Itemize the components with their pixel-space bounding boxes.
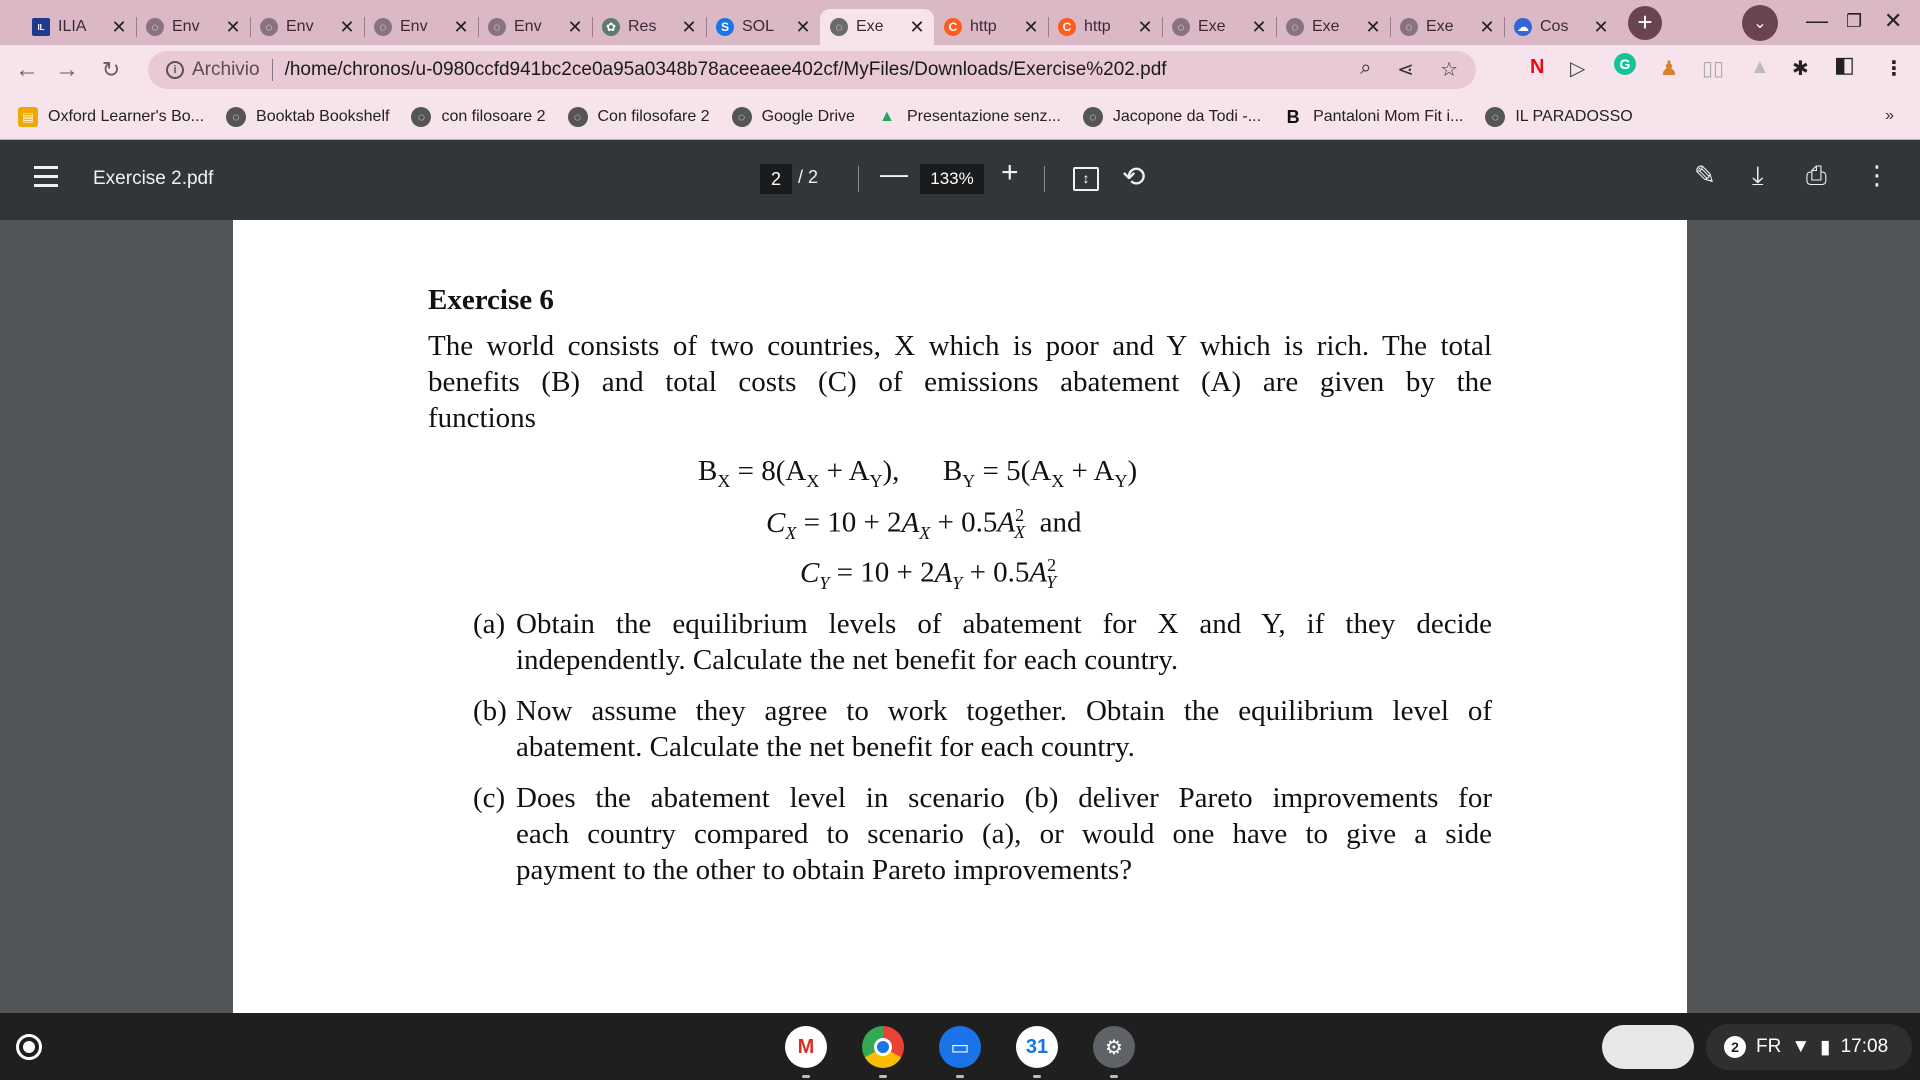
bookmark-label: Presentazione senz... bbox=[906, 108, 1061, 125]
globe-icon: ◌ bbox=[488, 18, 506, 36]
c-icon: C bbox=[944, 18, 962, 36]
zoom-icon[interactable]: ⌕ bbox=[1360, 57, 1372, 79]
intro-line: functions bbox=[428, 402, 536, 434]
bookmark-item[interactable] bbox=[732, 107, 855, 127]
close-tab-icon[interactable]: ✕ bbox=[111, 16, 127, 37]
tab[interactable] bbox=[478, 9, 592, 45]
question-line: each country compared to scenario (a), or would one have to give a side bbox=[516, 818, 1492, 850]
bookmark-item[interactable] bbox=[18, 107, 204, 127]
battery-icon: ▮ bbox=[1820, 1036, 1831, 1058]
bookmark-star-icon[interactable]: ☆ bbox=[1440, 59, 1458, 81]
settings-icon[interactable] bbox=[1093, 1026, 1135, 1068]
tab-label: Env bbox=[286, 18, 314, 35]
pdf-page bbox=[233, 220, 1687, 1013]
bookmarks-bar bbox=[0, 95, 1920, 140]
tote-holding-space[interactable] bbox=[1602, 1025, 1694, 1069]
running-indicator bbox=[1033, 1075, 1041, 1078]
tab[interactable] bbox=[22, 9, 136, 45]
grammarly-extension-icon[interactable]: G bbox=[1614, 53, 1636, 75]
b-icon: B bbox=[1286, 106, 1300, 127]
chrome-center bbox=[874, 1038, 892, 1056]
running-indicator bbox=[1110, 1075, 1118, 1078]
reader-extension-icon[interactable]: ▯▯ bbox=[1702, 58, 1725, 80]
side-panel-icon[interactable]: ◧ bbox=[1834, 52, 1855, 77]
ilias-icon: IL bbox=[32, 18, 50, 36]
globe-icon: ◌ bbox=[146, 18, 164, 36]
tab[interactable] bbox=[1504, 9, 1618, 45]
bookmark-item[interactable] bbox=[411, 107, 545, 127]
close-tab-icon[interactable]: ✕ bbox=[567, 16, 583, 37]
arrow-extension-icon[interactable]: ▷ bbox=[1570, 58, 1586, 80]
clock: 17:08 bbox=[1840, 1036, 1889, 1057]
question-line: Now assume they agree to work together. Obtain the equilibrium level of bbox=[516, 695, 1492, 727]
calendar-icon[interactable] bbox=[1016, 1026, 1058, 1068]
bookmark-label: con filosoare 2 bbox=[441, 108, 546, 125]
bookmark-item[interactable] bbox=[1083, 107, 1261, 127]
restore-icon[interactable]: ❐ bbox=[1846, 11, 1863, 31]
back-arrow-icon[interactable]: ← bbox=[15, 56, 39, 83]
bookmark-label: IL PARADOSSO bbox=[1515, 108, 1633, 125]
chevron-down-icon: ⌄ bbox=[1753, 15, 1767, 32]
close-tab-icon[interactable]: ✕ bbox=[1251, 16, 1267, 37]
close-tab-icon[interactable]: ✕ bbox=[1137, 16, 1153, 37]
tab[interactable] bbox=[934, 9, 1048, 45]
launcher-button[interactable] bbox=[16, 1034, 42, 1060]
keyboard-layout: FR bbox=[1756, 1036, 1782, 1057]
tab-label: http bbox=[970, 18, 997, 35]
zoom-out-button[interactable]: — bbox=[880, 158, 908, 189]
question-line: independently. Calculate the net benefit for each country. bbox=[516, 644, 1179, 676]
system-shelf bbox=[0, 1013, 1920, 1080]
tab-label: Cos bbox=[1540, 18, 1569, 35]
new-tab-button[interactable]: + bbox=[1628, 6, 1662, 40]
notification-badge: 2 bbox=[1724, 1036, 1746, 1058]
close-tab-icon[interactable]: ✕ bbox=[681, 16, 697, 37]
bookmark-label: Oxford Learner's Bo... bbox=[48, 108, 205, 125]
bookmark-item[interactable] bbox=[1485, 107, 1632, 127]
tab-label: Exe bbox=[1198, 18, 1226, 35]
address-bar[interactable] bbox=[148, 51, 1476, 89]
tab[interactable] bbox=[706, 9, 820, 45]
tab-label: SOL bbox=[742, 18, 775, 35]
globe-icon: ◌ bbox=[1286, 18, 1304, 36]
cloud-icon: ☁ bbox=[1514, 18, 1532, 36]
status-area[interactable] bbox=[1706, 1024, 1912, 1070]
tab[interactable] bbox=[1048, 9, 1162, 45]
globe-icon: ◌ bbox=[1400, 18, 1418, 36]
triangle-extension-icon[interactable]: ▲ bbox=[1750, 56, 1770, 78]
reload-icon[interactable]: ↻ bbox=[101, 57, 121, 82]
annotate-pen-icon[interactable]: ✎ bbox=[1694, 160, 1716, 190]
globe-icon: ◌ bbox=[260, 18, 278, 36]
tab-label: Res bbox=[628, 18, 657, 35]
question-label: (c) bbox=[473, 782, 506, 814]
globe-icon: ◌ bbox=[374, 18, 392, 36]
hat-extension-icon[interactable]: ♟ bbox=[1660, 58, 1678, 80]
close-tab-icon[interactable]: ✕ bbox=[1593, 16, 1609, 37]
close-tab-icon[interactable]: ✕ bbox=[1479, 16, 1495, 37]
question-line: Obtain the equilibrium levels of abatement for X and Y, if they decide bbox=[516, 608, 1492, 640]
running-indicator bbox=[956, 1075, 964, 1078]
bookmark-label: Jacopone da Todi -... bbox=[1112, 108, 1262, 125]
pdf-toolbar bbox=[0, 140, 1920, 220]
share-icon[interactable]: ⋖ bbox=[1397, 59, 1415, 81]
page-number-input[interactable]: 2 bbox=[760, 164, 792, 194]
files-icon[interactable] bbox=[939, 1026, 981, 1068]
tab[interactable] bbox=[820, 9, 934, 45]
tab-label: Exe bbox=[1426, 18, 1454, 35]
question-b bbox=[473, 693, 1492, 765]
pdf-viewer[interactable] bbox=[0, 220, 1920, 1013]
bookmark-label: Booktab Bookshelf bbox=[256, 108, 390, 125]
exercise-heading: Exercise 6 bbox=[428, 284, 554, 316]
tab[interactable] bbox=[1162, 9, 1276, 45]
tab[interactable] bbox=[136, 9, 250, 45]
close-tab-icon[interactable]: ✕ bbox=[909, 16, 925, 37]
tab-label: Exe bbox=[856, 18, 884, 35]
gmail-icon[interactable] bbox=[785, 1026, 827, 1068]
toolbar-divider bbox=[1044, 166, 1045, 192]
tab[interactable] bbox=[364, 9, 478, 45]
tab-label: Env bbox=[400, 18, 428, 35]
tab-label: Exe bbox=[1312, 18, 1340, 35]
hamburger-menu-icon[interactable] bbox=[34, 166, 58, 188]
question-label: (b) bbox=[473, 695, 507, 727]
app-glyph: 31 bbox=[1025, 1035, 1049, 1058]
tab[interactable] bbox=[250, 9, 364, 45]
question-label: (a) bbox=[473, 608, 506, 640]
globe-icon: ◌ bbox=[568, 107, 588, 127]
chatgpt-icon: ✿ bbox=[602, 18, 620, 36]
intro-line: The world consists of two countries, X which is poor and Y which is rich. The total bbox=[428, 330, 1492, 362]
forward-arrow-icon[interactable]: → bbox=[55, 56, 79, 83]
tab-label: Env bbox=[514, 18, 542, 35]
running-indicator bbox=[802, 1075, 810, 1078]
extensions-puzzle-icon[interactable]: ✱ bbox=[1792, 58, 1809, 80]
app-glyph: ▭ bbox=[950, 1036, 970, 1059]
tab-search-button[interactable] bbox=[1742, 5, 1778, 41]
bookmark-item[interactable] bbox=[877, 107, 1061, 127]
print-icon[interactable]: ⎙ bbox=[1806, 160, 1827, 190]
running-indicator bbox=[879, 1075, 887, 1078]
browser-menu-icon[interactable]: ⋮ bbox=[1884, 58, 1904, 80]
info-icon[interactable]: i bbox=[166, 61, 184, 79]
tab-strip bbox=[0, 0, 1920, 45]
address-scheme: Archivio bbox=[192, 59, 260, 80]
tab[interactable] bbox=[1276, 9, 1390, 45]
pdf-title: Exercise 2.pdf bbox=[93, 168, 214, 189]
tab[interactable] bbox=[592, 9, 706, 45]
address-divider bbox=[272, 59, 273, 81]
question-line: Does the abatement level in scenario (b) deliver Pareto improvements for bbox=[516, 782, 1492, 814]
app-glyph: ⚙ bbox=[1105, 1036, 1123, 1059]
globe-icon: ◌ bbox=[1172, 18, 1190, 36]
globe-icon: ◌ bbox=[732, 107, 752, 127]
address-url: /home/chronos/u-0980ccfd941bc2ce0a95a0348b78aceeaee402cf/MyFiles/Downloads/Exercise%202.pdf bbox=[284, 59, 1167, 80]
page-total: / 2 bbox=[798, 167, 819, 187]
question-line: abatement. Calculate the net benefit for each country. bbox=[516, 731, 1135, 763]
close-window-icon[interactable]: ✕ bbox=[1884, 8, 1903, 33]
close-tab-icon[interactable]: ✕ bbox=[1023, 16, 1039, 37]
close-tab-icon[interactable]: ✕ bbox=[339, 16, 355, 37]
globe-icon: ◌ bbox=[830, 18, 848, 36]
tab-label: Env bbox=[172, 18, 200, 35]
equation-benefits: $B_X = 8(A_X + A_Y)$, $B_Y = 5(A_X + A_Y)$ bbox=[698, 455, 1138, 491]
chrome-icon[interactable] bbox=[862, 1026, 904, 1068]
app-glyph: M bbox=[797, 1035, 815, 1058]
tab-label: ILIA bbox=[58, 18, 87, 35]
s-icon: S bbox=[716, 18, 734, 36]
fit-to-page-icon[interactable]: ↕ bbox=[1073, 167, 1099, 191]
question-line: payment to the other to obtain Pareto improvements? bbox=[516, 854, 1133, 886]
question-c bbox=[473, 780, 1492, 888]
bookmark-item[interactable] bbox=[568, 107, 710, 127]
question-a bbox=[473, 606, 1492, 678]
equation-and: and bbox=[1039, 506, 1082, 539]
globe-icon: ◌ bbox=[1485, 107, 1505, 127]
globe-icon: ◌ bbox=[1083, 107, 1103, 127]
bookmark-label: Con filosofare 2 bbox=[597, 108, 710, 125]
close-tab-icon[interactable]: ✕ bbox=[225, 16, 241, 37]
rotate-icon[interactable]: ⟲ bbox=[1122, 161, 1146, 192]
zoom-level-input[interactable]: 133% bbox=[920, 164, 984, 194]
wifi-icon: ▼ bbox=[1791, 1036, 1811, 1057]
exercise-intro bbox=[428, 328, 1492, 436]
c-icon: C bbox=[1058, 18, 1076, 36]
bookmark-item[interactable] bbox=[1283, 107, 1463, 127]
globe-icon: ◌ bbox=[411, 107, 431, 127]
equation-cost-x: $C_X = 10 + 2A_X + 0.5A^2_X$ and bbox=[766, 505, 1082, 543]
globe-icon: ◌ bbox=[226, 107, 246, 127]
tab[interactable] bbox=[1390, 9, 1504, 45]
bookmarks-overflow-button[interactable]: » bbox=[1885, 107, 1894, 124]
drive-icon: ▲ bbox=[879, 108, 895, 125]
tab-label: http bbox=[1084, 18, 1111, 35]
intro-line: benefits (B) and total costs (C) of emissions abatement (A) are given by the bbox=[428, 366, 1492, 398]
netflix-extension-icon[interactable]: N bbox=[1530, 56, 1545, 78]
bookmark-label: Google Drive bbox=[761, 108, 855, 125]
close-tab-icon[interactable]: ✕ bbox=[1365, 16, 1381, 37]
close-tab-icon[interactable]: ✕ bbox=[453, 16, 469, 37]
bookmark-label: Pantaloni Mom Fit i... bbox=[1313, 108, 1464, 125]
download-icon[interactable]: ⤓ bbox=[1752, 160, 1764, 190]
zoom-in-button[interactable]: + bbox=[1001, 156, 1019, 189]
oxford-icon: ▤ bbox=[18, 107, 38, 127]
toolbar-divider bbox=[858, 166, 859, 192]
equation-cost-y: $C_Y = 10 + 2A_Y + 0.5A^2_Y$ bbox=[800, 555, 1057, 593]
more-options-icon[interactable]: ⋮ bbox=[1864, 160, 1890, 190]
minimize-icon[interactable]: — bbox=[1806, 8, 1828, 33]
close-tab-icon[interactable]: ✕ bbox=[795, 16, 811, 37]
bookmark-item[interactable] bbox=[226, 107, 389, 127]
